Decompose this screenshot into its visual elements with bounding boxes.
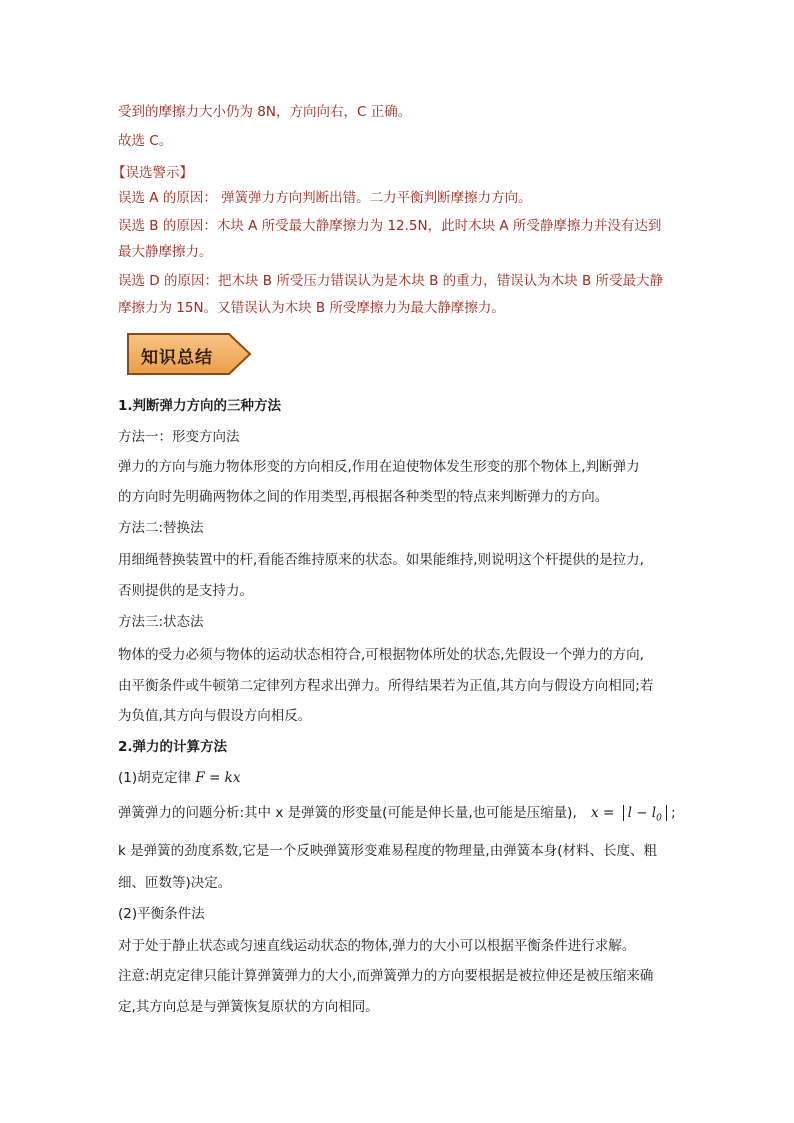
- reason-d-line-2: 摩擦力为 15N。又错误认为木块 B 所受摩擦力为最大静摩擦力。: [118, 300, 505, 316]
- calc-1-title-row: [118, 768, 240, 788]
- calc-1-text-1: 弹簧弹力的问题分析:其中 x 是弹簧的形变量(可能是伸长量,也可能是压缩量),: [118, 805, 577, 821]
- method-2-line-1: 用细绳替换装置中的杆,看能否维持原来的状态。如果能维持,则说明这个杆提供的是拉力,: [118, 552, 644, 568]
- calc-1-line-2: k 是弹簧的劲度系数,它是一个反映弹簧形变难易程度的物理量,由弹簧本身(材料、长度、粗: [118, 843, 657, 859]
- summary-heading-2: 2.弹力的计算方法: [118, 739, 228, 755]
- method-3-line-1: 物体的受力必须与物体的运动状态相符合,可根据物体所处的状态,先假设一个弹力的方向,: [118, 647, 644, 663]
- deformation-formula-sub: 0: [656, 813, 662, 824]
- deformation-formula-rhs: l − l: [627, 805, 657, 821]
- note-line-1: 注意:胡克定律只能计算弹簧弹力的大小,而弹簧弹力的方向要根据是被拉伸还是被压缩来确: [118, 968, 654, 984]
- reason-a: 误选 A 的原因： 弹簧弹力方向判断出错。二力平衡判断摩擦力方向。: [118, 190, 532, 206]
- reason-d-line-1: 误选 D 的原因：把木块 B 所受压力错误认为是木块 B 的重力，错误认为木块 B 所受最大静: [118, 273, 664, 289]
- section-badge-label: 知识总结: [141, 348, 213, 368]
- note-line-2: 定,其方向总是与弹簧恢复原状的方向相同。: [118, 999, 379, 1015]
- method-3-line-2: 由平衡条件或牛顿第二定律列方程求出弹力。所得结果若为正值,其方向与假设方向相同;若: [118, 678, 654, 694]
- calc-1-line-3: 细、匝数等)决定。: [118, 875, 232, 891]
- method-1-line-1: 弹力的方向与施力物体形变的方向相反,作用在迫使物体发生形变的那个物体上,判断弹力: [118, 459, 640, 475]
- analysis-conclusion: 故选 C。: [118, 133, 173, 149]
- hooke-formula: F = kx: [195, 770, 241, 786]
- summary-heading-1: 1.判断弹力方向的三种方法: [118, 398, 282, 414]
- method-1-line-2: 的方向时先明确两物体之间的作用类型,再根据各种类型的特点来判断弹力的方向。: [118, 489, 609, 505]
- reason-b-line-2: 最大静摩擦力。: [118, 244, 213, 260]
- reason-b-line-1: 误选 B 的原因：木块 A 所受最大静摩擦力为 12.5N，此时木块 A 所受静摩擦力并没有达到: [118, 218, 662, 234]
- calc-2-line-1: 对于处于静止状态或匀速直线运动状态的物体,弹力的大小可以根据平衡条件进行求解。: [118, 938, 636, 954]
- method-3-line-3: 为负值,其方向与假设方向相反。: [118, 708, 312, 724]
- deformation-formula-lhs: x =: [591, 805, 615, 821]
- deformation-formula-abs: [623, 805, 667, 824]
- calc-1-line-1: [118, 803, 676, 829]
- method-1-title: 方法一：形变方向法: [118, 429, 240, 445]
- warning-title: 【误选警示】: [112, 165, 193, 181]
- calc-1-semicolon: ;: [671, 805, 676, 821]
- method-2-line-2: 否则提供的是支持力。: [118, 583, 253, 599]
- analysis-line-1: 受到的摩擦力大小仍为 8N，方向向右，C 正确。: [118, 104, 412, 120]
- method-3-title: 方法三:状态法: [118, 614, 204, 630]
- method-2-title: 方法二:替换法: [118, 520, 204, 536]
- section-badge: [125, 331, 253, 377]
- calc-2-title: (2)平衡条件法: [118, 906, 205, 922]
- calc-1-title: (1)胡克定律: [118, 770, 192, 786]
